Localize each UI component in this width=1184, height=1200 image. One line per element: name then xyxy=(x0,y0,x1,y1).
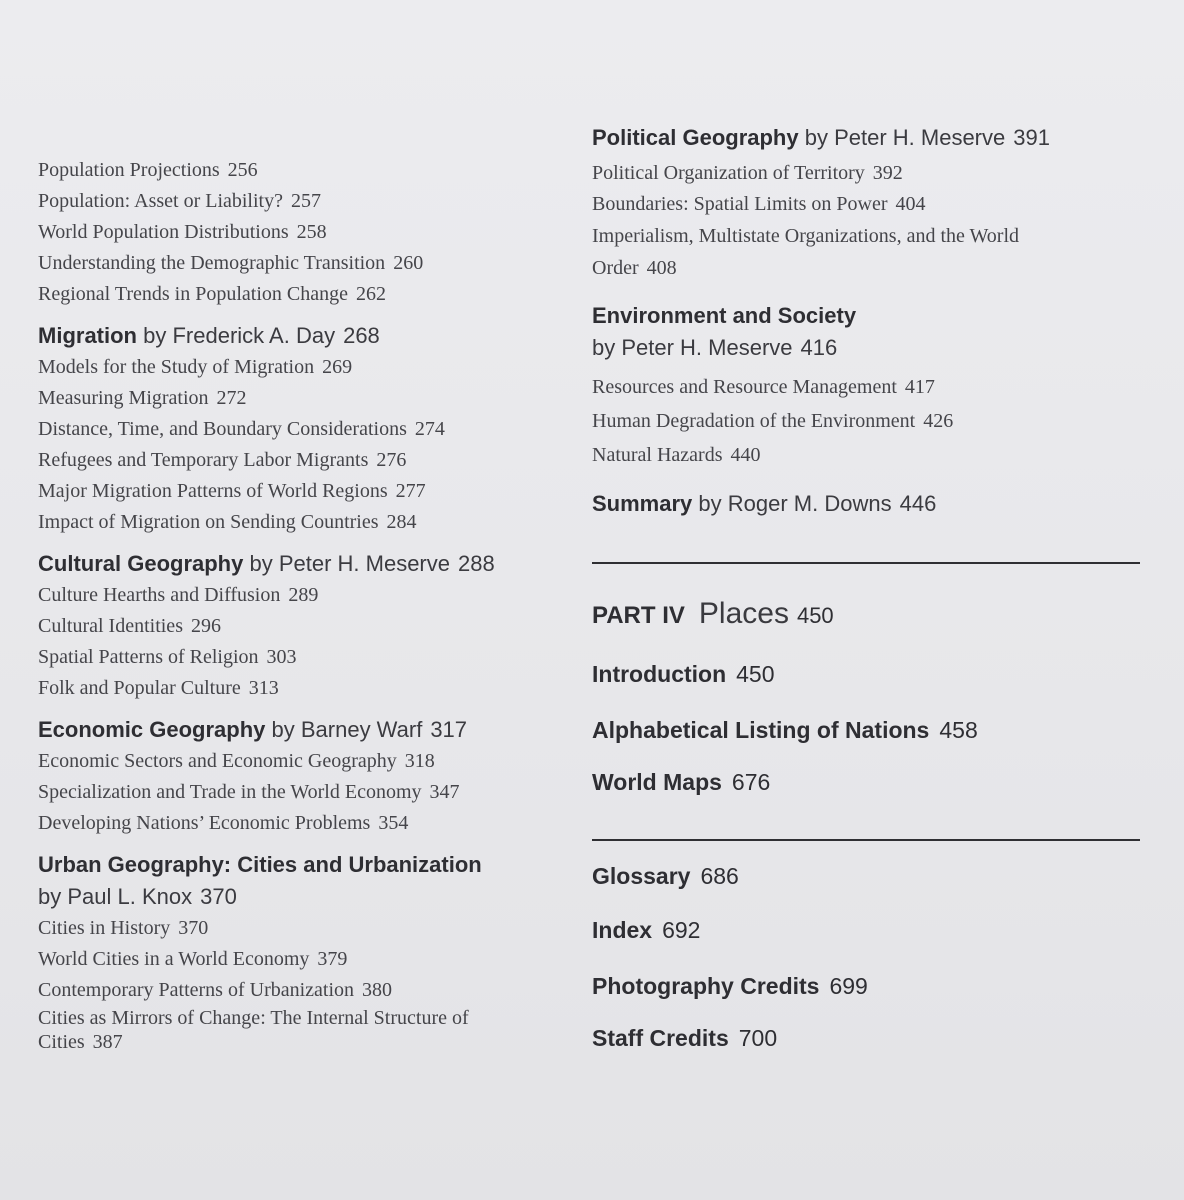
chapter-title: Environment and Society xyxy=(592,303,857,328)
toc-entry xyxy=(592,189,1152,220)
entry-page: 450 xyxy=(736,661,775,687)
toc-entry xyxy=(38,808,558,839)
entry-title: Population Projections xyxy=(38,159,220,181)
entry-page: 387 xyxy=(92,1031,123,1053)
entry-title: Specialization and Trade in the World Economy xyxy=(38,781,422,803)
toc-entry xyxy=(38,445,558,476)
toc-entry xyxy=(592,404,1152,438)
entry-page: 458 xyxy=(939,717,978,743)
entry-page: 440 xyxy=(730,444,761,466)
entry-page: 274 xyxy=(414,418,445,440)
entry-title: Measuring Migration xyxy=(38,387,209,409)
toc-entry xyxy=(592,969,1152,1003)
summary-heading xyxy=(592,488,1152,520)
entry-title: World Cities in a World Economy xyxy=(38,948,310,970)
toc-entry xyxy=(38,975,558,1006)
toc-entry xyxy=(592,765,1152,799)
entry-page: 257 xyxy=(290,190,321,212)
toc-entry xyxy=(38,476,558,507)
entry-title: Natural Hazards xyxy=(592,444,723,466)
part-heading xyxy=(592,594,1152,639)
toc-entry xyxy=(38,746,558,777)
entry-page: 276 xyxy=(376,449,407,471)
part-name: Places xyxy=(698,597,789,630)
entry-title: Staff Credits xyxy=(592,1025,729,1051)
entry-page: 272 xyxy=(216,387,247,409)
toc-entry xyxy=(592,438,1152,472)
entry-page: 408 xyxy=(646,257,677,279)
toc-entry xyxy=(38,673,558,704)
toc-entry xyxy=(38,383,558,414)
entry-page: 284 xyxy=(386,511,417,533)
entry-title: Distance, Time, and Boundary Considerations xyxy=(38,418,407,440)
entry-title: Economic Sectors and Economic Geography xyxy=(38,750,397,772)
urban-section xyxy=(38,849,558,1054)
entry-page: 379 xyxy=(317,948,348,970)
toc-entry xyxy=(38,186,558,217)
entry-page: 370 xyxy=(178,917,209,939)
toc-entry xyxy=(38,248,558,279)
toc-entry xyxy=(38,777,558,808)
chapter-page: 446 xyxy=(899,491,937,516)
entry-title: Cities as Mirrors of Change: The Internal Structure of Cities xyxy=(38,1007,469,1053)
toc-entry xyxy=(38,611,558,642)
entry-title: World Population Distributions xyxy=(38,221,289,243)
entry-title: Contemporary Patterns of Urbanization xyxy=(38,979,355,1001)
entry-page: 262 xyxy=(356,283,386,305)
entry-page: 404 xyxy=(895,193,926,215)
entry-title: Major Migration Patterns of World Regions xyxy=(38,480,388,502)
toc-entry xyxy=(38,507,558,538)
toc-entry xyxy=(592,657,1152,691)
entry-title: Imperialism, Multistate Organizations, and the World Order xyxy=(592,225,1020,279)
chapter-heading xyxy=(38,714,558,746)
toc-entry xyxy=(592,1021,1152,1055)
entry-page: 699 xyxy=(829,973,868,999)
entry-page: 269 xyxy=(322,356,353,378)
entry-title: Photography Credits xyxy=(592,973,820,999)
back-matter xyxy=(592,859,1152,1055)
part-label: PART IV xyxy=(592,602,685,629)
chapter-author: by Peter H. Meserve xyxy=(592,335,793,360)
migration-section xyxy=(38,320,558,538)
left-column xyxy=(38,155,558,1054)
chapter-page: 391 xyxy=(1013,125,1050,150)
chapter-page: 268 xyxy=(343,323,380,348)
chapter-heading xyxy=(38,548,558,580)
chapter-byline xyxy=(38,881,558,913)
entry-page: 347 xyxy=(429,781,460,803)
entry-title: Understanding the Demographic Transition xyxy=(38,252,386,274)
toc-entry xyxy=(592,713,1152,747)
entry-page: 318 xyxy=(404,750,435,772)
chapter-author: by Peter H. Meserve xyxy=(804,125,1006,150)
entry-page: 303 xyxy=(266,646,297,668)
chapter-title: Economic Geography xyxy=(38,717,266,742)
entry-page: 296 xyxy=(190,615,221,637)
entry-title: Political Organization of Territory xyxy=(592,162,865,184)
entry-page: 700 xyxy=(738,1025,778,1051)
chapter-author: by Peter H. Meserve xyxy=(249,551,450,576)
entry-title: Refugees and Temporary Labor Migrants xyxy=(38,449,369,471)
entry-page: 417 xyxy=(904,376,935,398)
toc-entry xyxy=(592,220,1052,284)
environment-section xyxy=(592,300,1152,472)
entry-title: World Maps xyxy=(592,769,722,795)
right-column xyxy=(592,122,1152,1055)
entry-page: 256 xyxy=(227,159,258,181)
entry-title: Impact of Migration on Sending Countries xyxy=(38,511,379,533)
chapter-page: 416 xyxy=(800,335,838,360)
toc-entry xyxy=(38,352,558,383)
chapter-heading xyxy=(592,300,1152,332)
toc-entry xyxy=(38,1006,518,1054)
toc-entry xyxy=(38,944,558,975)
entry-title: Glossary xyxy=(592,863,691,889)
toc-entry xyxy=(592,158,1152,189)
toc-entry xyxy=(38,414,558,445)
entry-title: Population: Asset or Liability? xyxy=(38,190,283,212)
part-page: 450 xyxy=(796,603,834,628)
entry-title: Regional Trends in Population Change xyxy=(38,283,348,305)
chapter-title: Summary xyxy=(592,491,693,516)
entry-title: Introduction xyxy=(592,661,727,687)
entry-title: Folk and Popular Culture xyxy=(38,677,241,699)
entry-page: 380 xyxy=(362,979,393,1001)
entry-title: Spatial Patterns of Religion xyxy=(38,646,259,668)
entry-title: Cities in History xyxy=(38,917,171,939)
entry-page: 354 xyxy=(378,812,409,834)
entry-page: 392 xyxy=(872,162,903,184)
toc-entry xyxy=(38,913,558,944)
entry-title: Boundaries: Spatial Limits on Power xyxy=(592,193,888,215)
political-section xyxy=(592,122,1152,284)
chapter-author: by Frederick A. Day xyxy=(143,323,336,348)
chapter-title: Cultural Geography xyxy=(38,551,244,576)
toc-entry xyxy=(38,217,558,248)
toc-entry xyxy=(592,913,1152,947)
toc-entry xyxy=(38,642,558,673)
chapter-page: 370 xyxy=(200,884,237,909)
entry-page: 277 xyxy=(395,480,426,502)
entry-title: Culture Hearths and Diffusion xyxy=(38,584,281,606)
chapter-heading xyxy=(38,320,558,352)
chapter-heading xyxy=(592,122,1152,154)
chapter-author: by Roger M. Downs xyxy=(698,491,892,516)
chapter-author: by Paul L. Knox xyxy=(38,884,193,909)
entry-page: 676 xyxy=(731,769,771,795)
entry-title: Cultural Identities xyxy=(38,615,183,637)
entry-title: Index xyxy=(592,917,653,943)
chapter-byline xyxy=(592,332,1152,364)
part-entries xyxy=(592,657,1152,799)
entry-page: 258 xyxy=(296,221,327,243)
population-section xyxy=(38,155,558,310)
entry-page: 426 xyxy=(923,410,954,432)
chapter-title: Political Geography xyxy=(592,125,799,150)
toc-entry xyxy=(38,279,558,310)
toc-entry xyxy=(38,580,558,611)
entry-title: Human Degradation of the Environment xyxy=(592,410,916,432)
cultural-section xyxy=(38,548,558,704)
economic-section xyxy=(38,714,558,839)
entry-page: 313 xyxy=(248,677,279,699)
entry-title: Alphabetical Listing of Nations xyxy=(592,717,930,743)
entry-page: 260 xyxy=(393,252,424,274)
entry-page: 289 xyxy=(288,584,319,606)
entry-page: 692 xyxy=(662,917,701,943)
chapter-page: 288 xyxy=(458,551,495,576)
entry-page: 686 xyxy=(700,863,739,889)
chapter-page: 317 xyxy=(430,717,468,742)
entry-title: Developing Nations’ Economic Problems xyxy=(38,812,371,834)
toc-entry xyxy=(38,155,558,186)
entry-title: Resources and Resource Management xyxy=(592,376,897,398)
chapter-title: Urban Geography: Cities and Urbanization xyxy=(38,852,482,877)
entry-title: Models for the Study of Migration xyxy=(38,356,315,378)
toc-entry xyxy=(592,370,1152,404)
chapter-author: by Barney Warf xyxy=(271,717,423,742)
toc-entry xyxy=(592,859,1152,893)
chapter-title: Migration xyxy=(38,323,137,348)
chapter-heading xyxy=(38,849,558,881)
